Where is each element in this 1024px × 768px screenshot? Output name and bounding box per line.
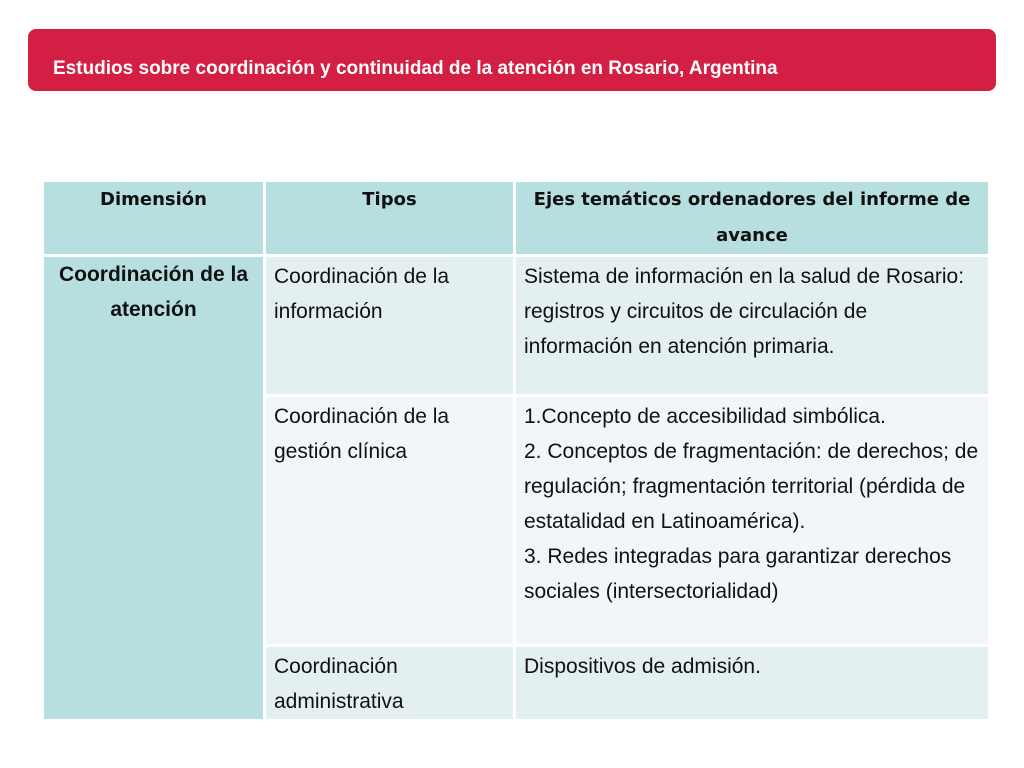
table-header-row [44,182,988,257]
page-title: Estudios sobre coordinación y continuidad de la atención en Rosario, Argentina [53,58,778,79]
ejes-item: 3. Redes integradas para garantizar derechos sociales (intersectorialidad) [524,545,952,603]
tipo-cell: Coordinación de la información [266,257,516,397]
header-tipos: Tipos [266,182,516,257]
ejes-item: Sistema de información en la salud de Rosario: registros y circuitos de circulación de información en atención primaria. [524,265,965,358]
ejes-item: 1.Concepto de accesibilidad simbólica. [524,405,886,428]
header-dimension: Dimensión [44,182,266,257]
ejes-cell [516,257,988,397]
dimension-cell: Coordinación de la atención [44,257,266,722]
tipo-cell: Coordinación administrativa [266,647,516,722]
title-bar [28,29,996,91]
table-row [44,257,988,397]
ejes-cell [516,647,988,722]
header-ejes: Ejes temáticos ordenadores del informe de avance [516,182,988,257]
ejes-item: Dispositivos de admisión. [524,655,761,678]
tipo-cell: Coordinación de la gestión clínica [266,397,516,647]
themes-table [44,182,988,722]
ejes-cell [516,397,988,647]
ejes-item: 2. Conceptos de fragmentación: de derechos; de regulación; fragmentación territorial (pérdida de estatalidad en Latinoamérica). [524,440,979,533]
